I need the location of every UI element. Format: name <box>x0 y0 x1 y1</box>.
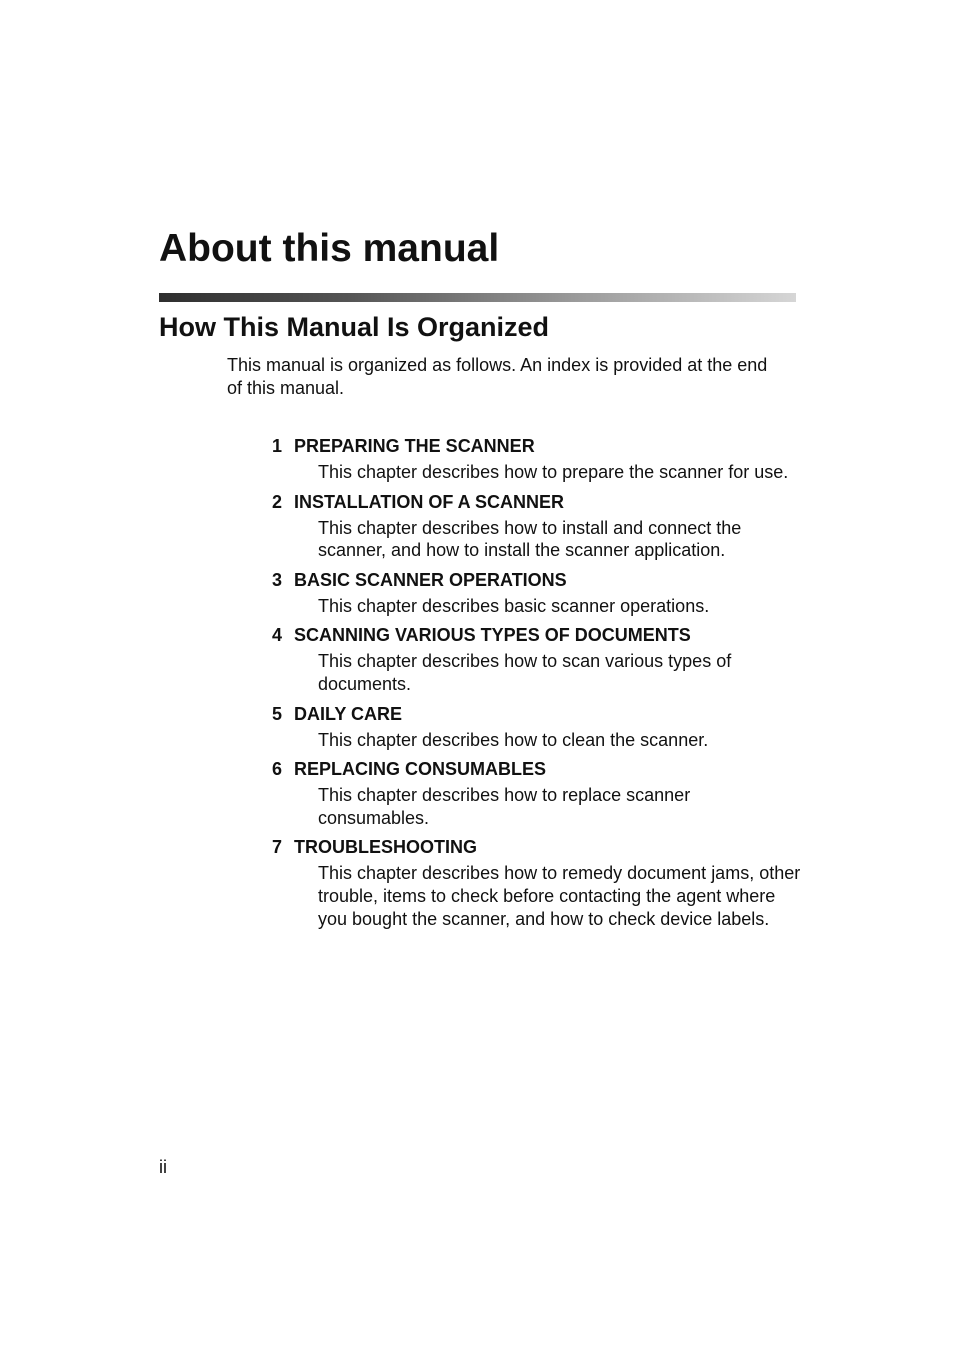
chapter-number: 4 <box>272 625 283 646</box>
chapter-number: 6 <box>272 759 283 780</box>
chapter-number: 3 <box>272 569 283 590</box>
chapter-list <box>272 432 802 934</box>
chapter-number: 1 <box>272 436 283 456</box>
page-title: About this manual <box>159 227 500 270</box>
chapter-item <box>272 488 802 566</box>
chapter-description: This chapter describes how to clean the scanner. <box>318 729 709 750</box>
chapter-heading <box>272 755 802 782</box>
chapter-description: This chapter describes basic scanner operations. <box>318 595 710 616</box>
chapter-number: 2 <box>272 491 283 512</box>
chapter-heading <box>272 700 802 727</box>
chapter-title: TROUBLESHOOTING <box>294 837 477 858</box>
section-heading: How This Manual Is Organized <box>159 312 550 342</box>
chapter-number: 5 <box>272 703 283 724</box>
chapter-title: DAILY CARE <box>294 703 403 724</box>
chapter-item <box>272 833 802 934</box>
chapter-title: REPLACING CONSUMABLES <box>294 759 547 780</box>
chapter-description: This chapter describes how to scan various types of documents. <box>318 651 732 694</box>
chapter-item <box>272 566 802 622</box>
chapter-item <box>272 700 802 756</box>
chapter-title: BASIC SCANNER OPERATIONS <box>294 569 567 590</box>
chapter-title: SCANNING VARIOUS TYPES OF DOCUMENTS <box>294 625 691 646</box>
chapter-title: INSTALLATION OF A SCANNER <box>294 491 564 512</box>
chapter-description: This chapter describes how to prepare the scanner for use. <box>318 462 789 482</box>
chapter-heading <box>272 566 802 593</box>
chapter-heading <box>272 488 802 515</box>
chapter-number: 7 <box>272 837 283 858</box>
page-number: ii <box>159 1157 167 1177</box>
chapter-description: This chapter describes how to remedy document jams, other trouble, items to check before contacting the agent where you bought the scanner, and how to check device labels. <box>318 863 801 929</box>
chapter-title: PREPARING THE SCANNER <box>294 436 535 456</box>
chapter-item <box>272 432 802 488</box>
intro-paragraph: This manual is organized as follows. An index is provided at the end of this manual. <box>227 355 768 398</box>
chapter-description: This chapter describes how to install and connect the scanner, and how to install the scanner application. <box>318 517 742 561</box>
chapter-description: This chapter describes how to replace scanner consumables. <box>318 785 691 828</box>
chapter-item <box>272 621 802 699</box>
chapter-heading <box>272 833 802 860</box>
title-rule <box>159 293 796 302</box>
chapter-heading <box>272 621 802 648</box>
chapter-heading <box>272 432 802 459</box>
chapter-item <box>272 755 802 833</box>
